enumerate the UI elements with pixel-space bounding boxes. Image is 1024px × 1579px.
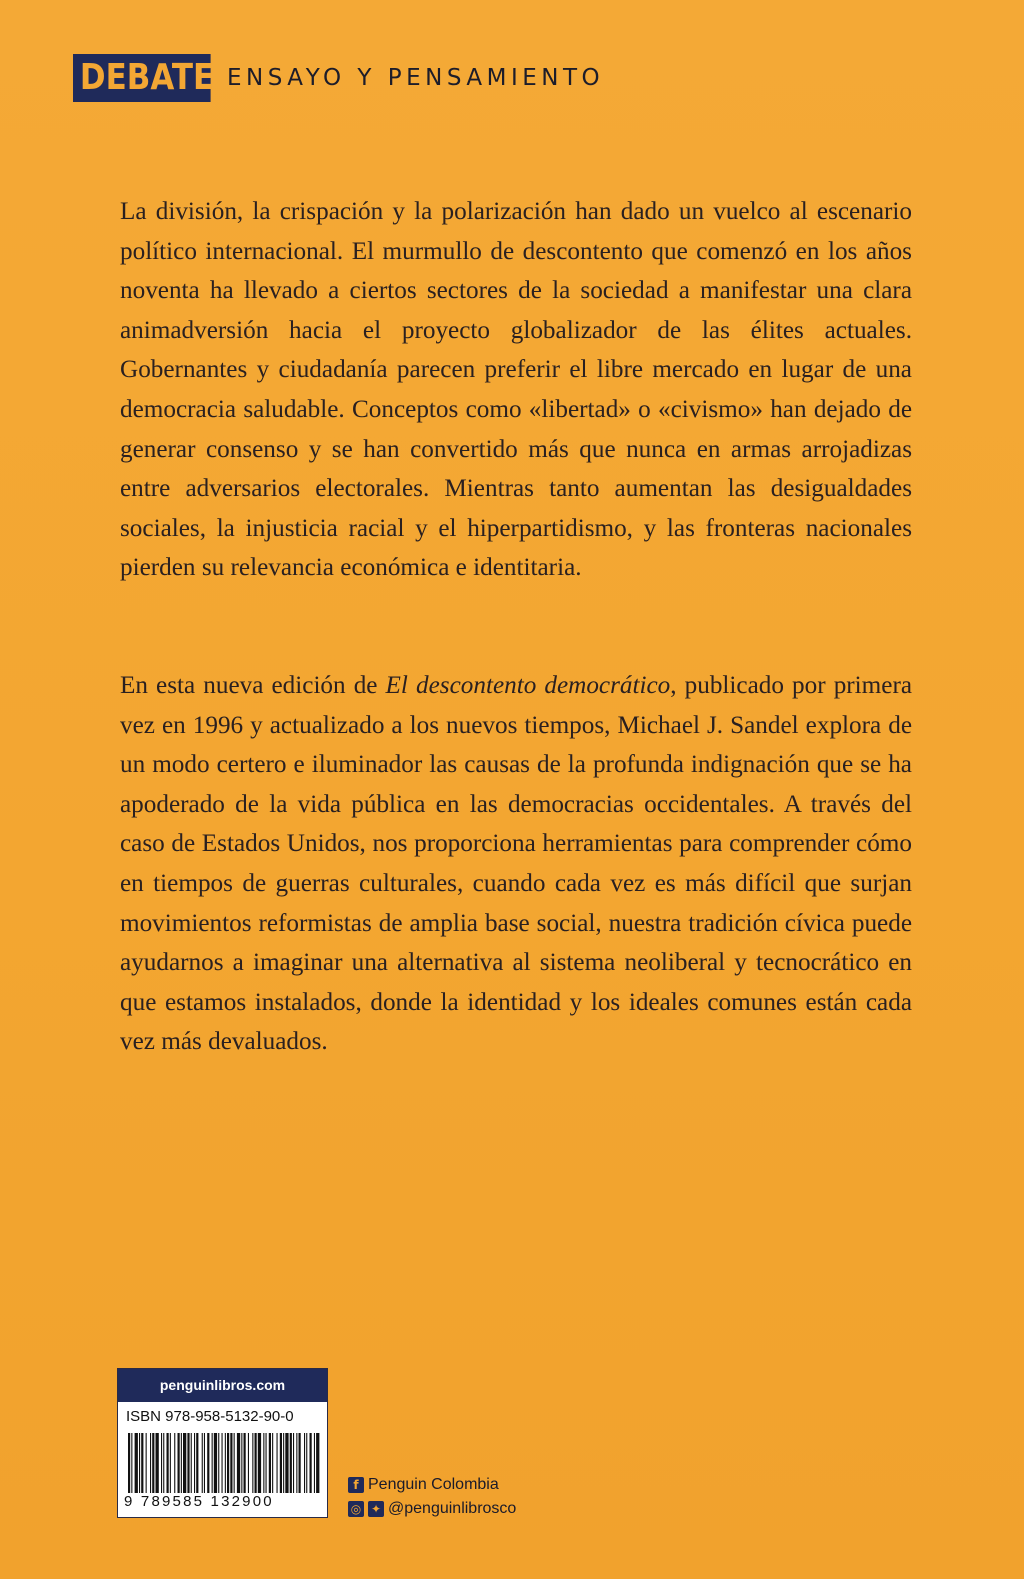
barcode-bar <box>202 1433 203 1499</box>
barcode-bar <box>170 1433 171 1499</box>
barcode-bar <box>290 1433 292 1499</box>
barcode-bar <box>163 1433 164 1499</box>
website-label: penguinlibros.com <box>118 1369 327 1402</box>
barcode-bar <box>227 1433 229 1499</box>
barcode-bar <box>222 1433 223 1499</box>
barcode-bar <box>285 1433 288 1499</box>
barcode-bar <box>277 1433 278 1499</box>
instagram-twitter-row <box>348 1497 516 1521</box>
barcode-bar <box>196 1433 198 1499</box>
blurb-paragraph-1: La división, la crispación y la polarización han dado un vuelco al escenario político internacional. El murmullo de descontento que comenzó en los años noventa ha llevado a ciertos sectores de la sociedad a manifestar una clara animadversión hacia el proyecto globalizador de las élites actuales. Gobernantes y ciudadanía parecen preferir el libre mercado en lugar de una democracia saludable. Conceptos como «libertad» o «civismo» han dejado de generar consenso y se han convertido más que nunca en armas arrojadizas entre adversarios electorales. Mientras tanto aumentan las desigualdades sociales, la injusticia racial y el hiperpartidismo, y las fronteras nacionales pierden su relevancia económica e identitaria. <box>120 198 912 582</box>
barcode-bar <box>194 1433 195 1499</box>
barcode-bar <box>191 1433 192 1499</box>
facebook-row <box>348 1473 516 1497</box>
barcode-bar <box>306 1433 307 1499</box>
instagram-icon: ◎ <box>348 1501 364 1517</box>
barcode-bar <box>187 1433 189 1499</box>
barcode-bar <box>161 1433 162 1499</box>
blurb-text-end: , publicado por primera vez en 1996 y actualizado a los nuevos tiempos, Michael J. Sandel explora de un modo certero e iluminador las causas de la profunda indignación que se ha apoderado de la vida pública en las democracias occidentales. A través del caso de Estados Unidos, nos proporciona herramientas para comprender cómo en tiempos de guerras culturales, cuando cada vez es más difícil que surjan movimientos reformistas de amplia base social, nuestra tradición cívica puede ayudarnos a imaginar una alternativa al sistema neoliberal y tecnocrático en que estamos instalados, donde la identidad y los ideales comunes están cada vez más devaluados. <box>120 672 913 1056</box>
barcode-bar <box>225 1433 226 1499</box>
publisher-header <box>73 54 604 102</box>
barcode-bar <box>135 1433 138 1499</box>
publisher-logo: DEBATE <box>73 54 211 102</box>
barcode-bar <box>252 1433 253 1499</box>
twitter-icon: ✦ <box>368 1501 384 1517</box>
blurb-paragraph-2 <box>120 666 912 1062</box>
barcode-bar <box>283 1433 284 1499</box>
isbn-barcode-box <box>117 1368 328 1518</box>
facebook-page-name: Penguin Colombia <box>368 1476 499 1493</box>
isbn-number: ISBN 978-958-5132-90-0 <box>126 1408 294 1425</box>
barcode-bar <box>237 1433 240 1499</box>
barcode <box>126 1433 321 1499</box>
barcode-bar <box>272 1433 273 1499</box>
barcode-bar <box>310 1433 312 1499</box>
barcode-bar <box>139 1433 140 1499</box>
barcode-bar <box>296 1433 297 1499</box>
barcode-bar <box>212 1433 213 1499</box>
barcode-bar <box>218 1433 219 1499</box>
social-handle: @penguinlibrosco <box>388 1500 517 1517</box>
barcode-bar <box>167 1433 169 1499</box>
social-links <box>348 1473 516 1521</box>
barcode-bar <box>248 1433 249 1499</box>
barcode-bar <box>156 1433 159 1499</box>
barcode-bar <box>266 1433 267 1499</box>
barcode-bar <box>316 1433 319 1499</box>
barcode-bar <box>141 1433 143 1499</box>
barcode-bar <box>128 1433 130 1499</box>
barcode-bar <box>269 1433 271 1499</box>
barcode-bar <box>181 1433 182 1499</box>
barcode-bar <box>146 1433 147 1499</box>
barcode-bar <box>293 1433 294 1499</box>
barcode-bar <box>131 1433 132 1499</box>
barcode-bar <box>280 1433 282 1499</box>
barcode-bar <box>152 1433 154 1499</box>
barcode-digits: 9 789585 132900 <box>124 1493 324 1510</box>
barcode-bar <box>258 1433 261 1499</box>
barcode-bar <box>204 1433 205 1499</box>
barcode-bar <box>230 1433 232 1499</box>
barcode-bar <box>255 1433 257 1499</box>
barcode-bar <box>178 1433 180 1499</box>
barcode-bar <box>263 1433 264 1499</box>
blurb-text-start: En esta nueva edición de <box>120 672 386 699</box>
book-title: El descontento democrático <box>385 672 671 699</box>
barcode-bar <box>314 1433 315 1499</box>
barcode-bar <box>241 1433 242 1499</box>
barcode-bar <box>207 1433 209 1499</box>
barcode-bar <box>150 1433 151 1499</box>
barcode-bar <box>234 1433 235 1499</box>
series-name: ENSAYO Y PENSAMIENTO <box>227 65 605 91</box>
barcode-bar <box>174 1433 175 1499</box>
facebook-icon: f <box>348 1477 364 1493</box>
barcode-bar <box>183 1433 186 1499</box>
barcode-bar <box>299 1433 301 1499</box>
barcode-bar <box>304 1433 305 1499</box>
barcode-bar <box>244 1433 246 1499</box>
barcode-bar <box>214 1433 217 1499</box>
